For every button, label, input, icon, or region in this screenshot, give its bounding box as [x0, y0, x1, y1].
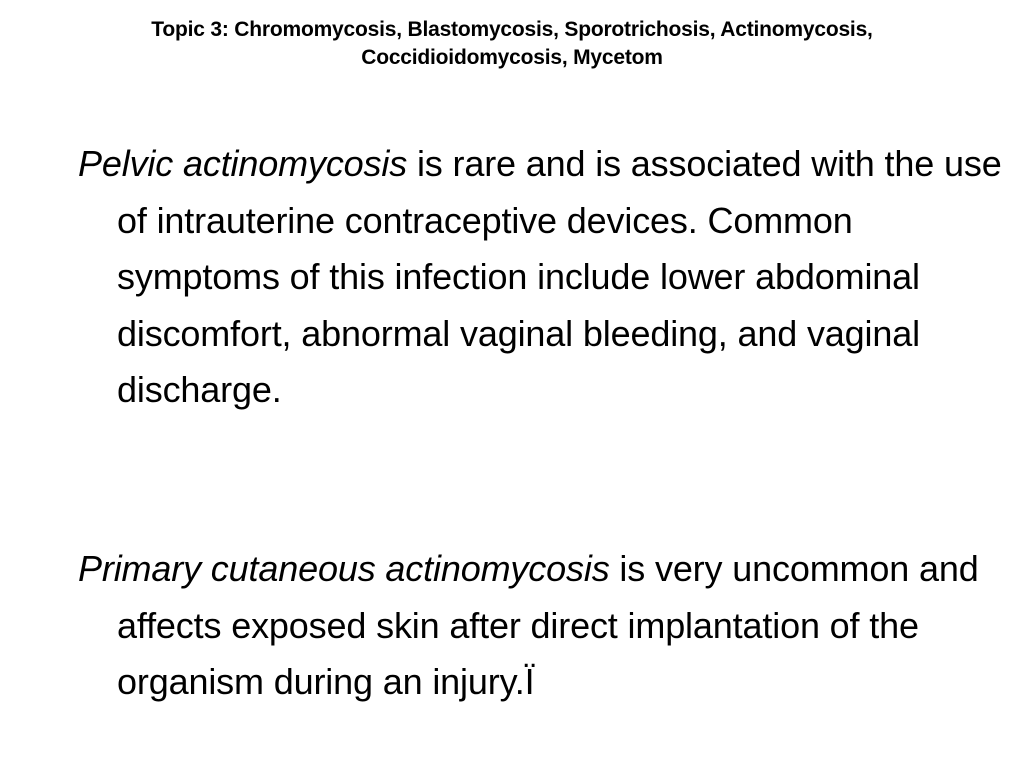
title-line-2: Coccidioidomycosis, Mycetom [361, 46, 663, 69]
paragraph-primary-cutaneous-actinomycosis [78, 541, 1007, 711]
slide-title [40, 16, 984, 72]
paragraph-body: is rare and is associated with the use of intrauterine contraceptive devices. Common symptoms of this infection include lower abdominal discomfort, abnormal vaginal bleeding, and vaginal discharge. [117, 143, 1002, 410]
paragraph-pelvic-actinomycosis [78, 136, 1007, 419]
title-line-1: Topic 3: Chromomycosis, Blastomycosis, Sporotrichosis, Actinomycosis, [151, 18, 873, 41]
paragraph-body: is very uncommon and affects exposed skin after direct implantation of the organism during an injury.Ï [117, 548, 979, 702]
term-primary-cutaneous-actinomycosis: Primary cutaneous actinomycosis [78, 548, 610, 589]
term-pelvic-actinomycosis: Pelvic actinomycosis [78, 143, 408, 184]
